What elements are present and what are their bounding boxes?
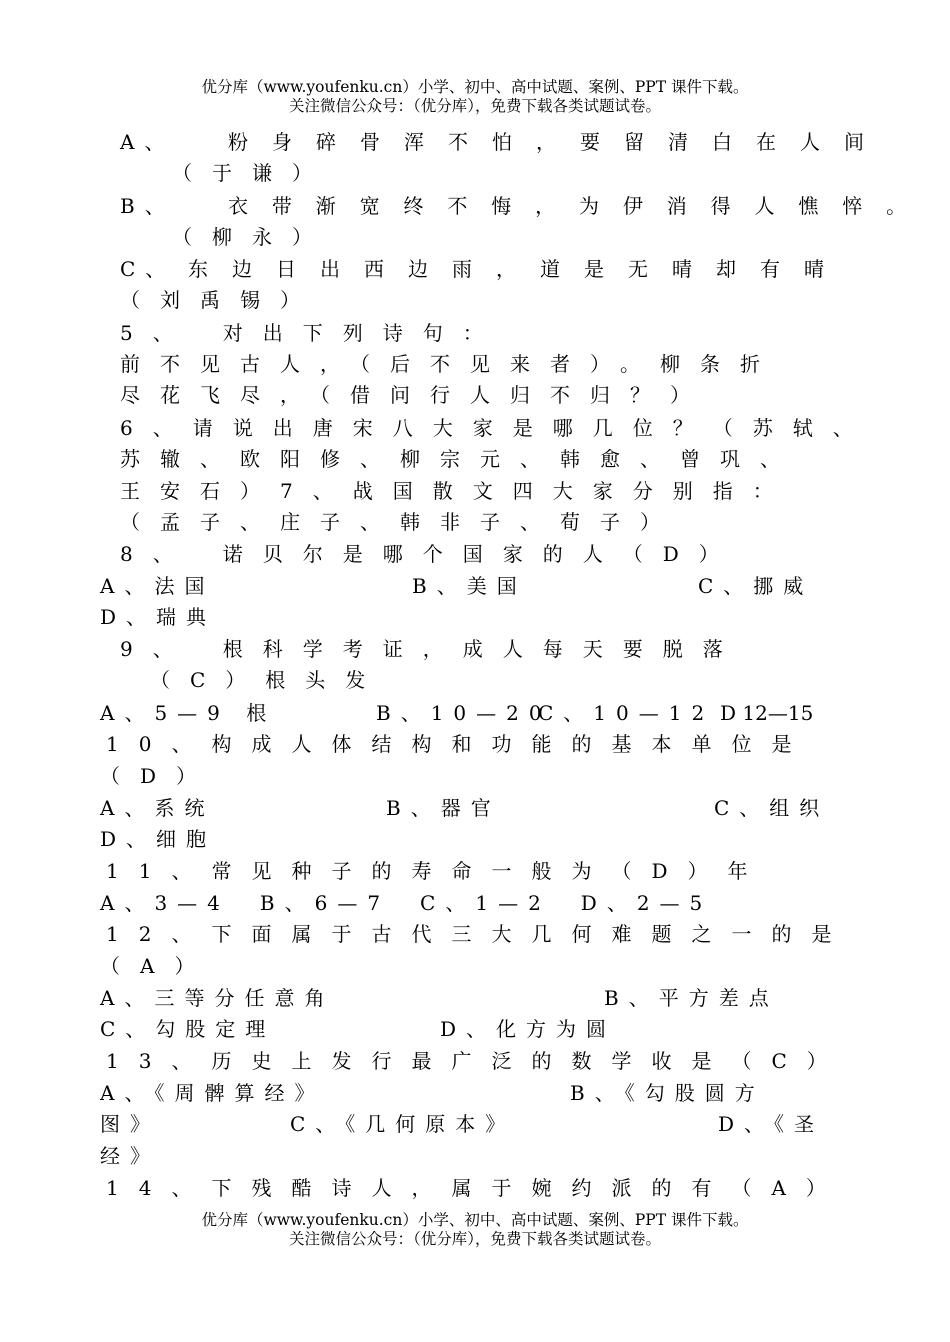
header-line-1: 优分库（www.youfenku.cn）小学、初中、高中试题、案例、PPT 课件下载。 (201, 78, 749, 96)
q12-option-d: D、化方为圆 (440, 1017, 617, 1041)
q10-option-a: A、系统 (100, 796, 215, 820)
q10-stem: 10、构成人体结构和功能的基本单位是 (106, 732, 812, 756)
q12-stem: 12、下面属于古代三大几何难题之一的是 (106, 922, 852, 946)
q9-stem-2: （C）根头发 (150, 668, 386, 692)
q8-stem: 8、 诺贝尔是哪个国家的人（D） (120, 542, 739, 566)
q4-option-c-label: C、 (120, 257, 176, 281)
q5-line-1: 前不见古人，（后不见来者）。柳条折 (120, 352, 780, 376)
q6-line-1: 6、请说出唐宋八大家是哪几位？（苏轼、 (120, 416, 873, 440)
q4-option-c-text: 东边日出西边雨，道是无晴却有晴 (188, 257, 848, 281)
q12-option-c: C、勾股定理 (100, 1017, 276, 1041)
q9-option-c: C、10—12 (538, 701, 715, 725)
q8-option-b: B、美国 (412, 574, 527, 598)
q6-line-4: （孟子、庄子、韩非子、荀子） (120, 510, 680, 534)
q10-answer: （D） (100, 764, 217, 788)
q13-option-b: B、《勾股圆方 (570, 1081, 765, 1105)
q4-option-b-label: B、 (120, 194, 175, 218)
q4-option-c-author: （刘禹锡） (120, 288, 320, 312)
q13-option-c: C、《几何原本》 (290, 1112, 516, 1136)
footer-line-2: 关注微信公众号：（优分库），免费下载各类试题试卷。 (288, 1230, 661, 1248)
q10-option-d: D、细胞 (100, 827, 217, 851)
q4-option-b-text: 衣带渐宽终不悔，为伊消得人憔悴。 (228, 194, 930, 218)
q4-option-a-label: A、 (120, 130, 175, 154)
header-line-2: 关注微信公众号：（优分库），免费下载各类试题试卷。 (288, 97, 661, 115)
q8-option-d: D、瑞典 (100, 605, 217, 629)
q9-stem: 9、 根科学考证，成人每天要脱落 (120, 637, 743, 661)
q10-option-b: B、器官 (386, 796, 501, 820)
q9-option-d: D 12—15 (720, 701, 814, 725)
q6-line-2: 苏辙、欧阳修、柳宗元、韩愈、曾巩、 (120, 447, 800, 471)
q13-option-a: A、《周髀算经》 (100, 1081, 325, 1105)
q4-option-a-author: （于谦） (172, 161, 332, 185)
q9-option-a: A、5—9 根 (100, 701, 277, 725)
q5-line-2: 尽花飞尽，（借问行人归不归？） (120, 383, 710, 407)
q14-stem: 14、下残酷诗人，属于婉约派的有（A） (106, 1176, 846, 1200)
q6-line-3: 王安石）7、战国散文四大家分别指： (120, 479, 793, 503)
q5-stem: 5、 对出下列诗句： (120, 321, 503, 345)
q12-answer: （A） (100, 954, 215, 978)
q8-option-c: C、挪威 (698, 574, 814, 598)
footer-line-1: 优分库（www.youfenku.cn）小学、初中、高中试题、案例、PPT 课件下载。 (201, 1211, 749, 1229)
q11-options: A、3—4 B、6—7 C、1—2 D、2—5 (100, 891, 713, 915)
q11-stem: 11、常见种子的寿命一般为（D）年 (106, 859, 768, 883)
q4-option-a-text: 粉身碎骨浑不怕，要留清白在人间 (228, 130, 888, 154)
q12-option-b: B、平方差点 (604, 986, 779, 1010)
q8-option-a: A、法国 (100, 574, 215, 598)
q13-option-d-cont: 经》 (100, 1144, 160, 1168)
q4-option-b-author: （柳永） (172, 225, 332, 249)
q13-option-b-cont: 图》 (100, 1112, 160, 1136)
q10-option-c: C、组织 (714, 796, 830, 820)
q9-option-b: B、10—20 (376, 701, 552, 725)
q12-option-a: A、三等分任意角 (100, 986, 335, 1010)
q13-stem: 13、历史上发行最广泛的数学收是（C） (106, 1049, 847, 1073)
q13-option-d: D、《圣 (718, 1112, 825, 1136)
